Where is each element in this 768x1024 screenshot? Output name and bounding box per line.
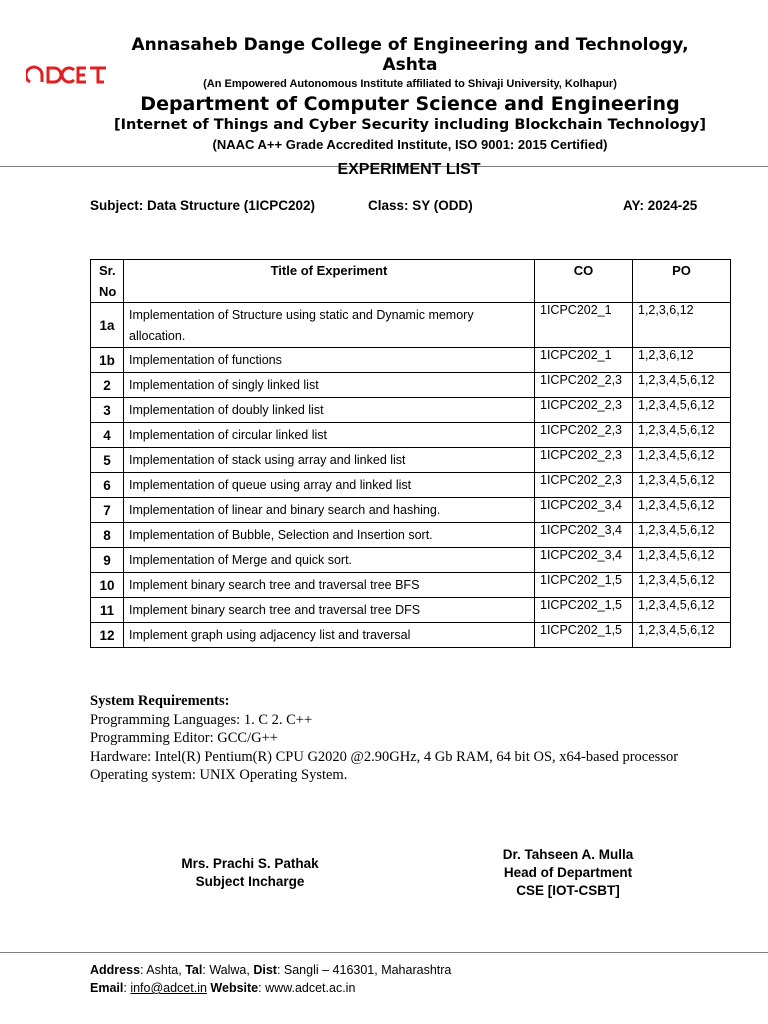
row-sr: 3: [91, 398, 124, 423]
row-co: 1ICPC202_2,3: [535, 398, 633, 423]
email-label: Email: [90, 981, 124, 995]
row-sr: 8: [91, 523, 124, 548]
subject-info: Subject: Data Structure (1ICPC202): [90, 198, 316, 213]
row-sr: 12: [91, 623, 124, 648]
table-row: [91, 523, 731, 548]
requirement-hardware: Hardware: Intel(R) Pentium(R) CPU G2020 @2.90GHz, 4 Gb RAM, 64 bit OS, x64-based processor: [90, 748, 679, 765]
row-title: Implementation of queue using array and linked list: [124, 473, 535, 498]
row-po: 1,2,3,4,5,6,12: [633, 448, 731, 473]
row-sr: 7: [91, 498, 124, 523]
address-place: Ashta: [146, 963, 179, 977]
row-po: 1,2,3,4,5,6,12: [633, 423, 731, 448]
row-sr: 11: [91, 598, 124, 623]
accreditation-line: (NAAC A++ Grade Accredited Institute, ISO 9001: 2015 Certified): [212, 137, 608, 152]
row-co: 1ICPC202_2,3: [535, 473, 633, 498]
row-co: 1ICPC202_3,4: [535, 523, 633, 548]
row-title: Implement graph using adjacency list and traversal: [124, 623, 535, 648]
affiliation-line: (An Empowered Autonomous Institute affiliated to Shivaji University, Kolhapur): [203, 78, 617, 90]
address-label: Address: [90, 963, 141, 977]
row-title: Implementation of singly linked list: [124, 373, 535, 398]
table-row: [91, 623, 731, 648]
row-sr: 4: [91, 423, 124, 448]
dist-value: Sangli – 416301, Maharashtra: [283, 963, 452, 977]
row-po: 1,2,3,4,5,6,12: [633, 473, 731, 498]
email-link[interactable]: info@adcet.in: [130, 981, 207, 995]
row-sr: 1b: [91, 348, 124, 373]
table-row: [91, 348, 731, 373]
row-title: Implementation of Merge and quick sort.: [124, 548, 535, 573]
row-co: 1ICPC202_3,4: [535, 548, 633, 573]
specialization-line: [Internet of Things and Cyber Security including Blockchain Technology]: [113, 117, 706, 133]
signatory-role: Subject Incharge: [195, 874, 305, 889]
requirement-editor: Programming Editor: GCC/G++: [90, 730, 278, 746]
header-co: CO: [535, 260, 633, 303]
website-label: Website: [210, 981, 259, 995]
row-po: 1,2,3,4,5,6,12: [633, 548, 731, 573]
row-co: 1ICPC202_1,5: [535, 623, 633, 648]
row-title: Implementation of Bubble, Selection and Insertion sort.: [124, 523, 535, 548]
class-info: Class: SY (ODD): [368, 198, 473, 213]
signature-hod: [468, 846, 668, 900]
row-co: 1ICPC202_1: [535, 348, 633, 373]
document-title: EXPERIMENT LIST: [337, 161, 481, 178]
row-sr: 5: [91, 448, 124, 473]
row-title: Implementation of Structure using static and Dynamic memory allocation.: [124, 303, 535, 348]
row-sr: 2: [91, 373, 124, 398]
table-row: [91, 423, 731, 448]
system-requirements: [90, 692, 750, 785]
row-co: 1ICPC202_2,3: [535, 448, 633, 473]
row-sr: 10: [91, 573, 124, 598]
row-title: Implement binary search tree and traversal tree BFS: [124, 573, 535, 598]
signatory-name: Mrs. Prachi S. Pathak: [181, 856, 319, 871]
experiment-table: [90, 259, 731, 648]
dist-label: Dist: [253, 963, 277, 977]
row-po: 1,2,3,4,5,6,12: [633, 623, 731, 648]
table-row: [91, 473, 731, 498]
signatory-name: Dr. Tahseen A. Mulla: [502, 847, 634, 862]
footer-contact: Email: info@adcet.in Website: www.adcet.ac.in: [90, 981, 356, 995]
tal-label: Tal: [185, 963, 203, 977]
tal-value: Walwa: [209, 963, 247, 977]
row-po: 1,2,3,6,12: [633, 348, 731, 373]
college-name: Annasaheb Dange College of Engineering and Technology, Ashta: [131, 35, 689, 75]
footer: [90, 961, 451, 997]
row-co: 1ICPC202_1,5: [535, 573, 633, 598]
table-row: [91, 303, 731, 348]
row-co: 1ICPC202_2,3: [535, 423, 633, 448]
footer-divider: [0, 952, 768, 953]
row-co: 1ICPC202_1: [535, 303, 633, 348]
row-co: 1ICPC202_1,5: [535, 598, 633, 623]
row-title: Implementation of linear and binary search and hashing.: [124, 498, 535, 523]
row-title: Implementation of functions: [124, 348, 535, 373]
requirement-os: Operating system: UNIX Operating System.: [90, 767, 348, 783]
signatory-role: Head of Department: [503, 865, 633, 880]
row-co: 1ICPC202_3,4: [535, 498, 633, 523]
row-po: 1,2,3,4,5,6,12: [633, 498, 731, 523]
system-requirements-heading: System Requirements:: [90, 693, 230, 709]
row-title: Implementation of doubly linked list: [124, 398, 535, 423]
row-co: 1ICPC202_2,3: [535, 373, 633, 398]
signature-subject-incharge: [160, 855, 340, 891]
row-po: 1,2,3,4,5,6,12: [633, 523, 731, 548]
table-row: [91, 598, 731, 623]
row-title: Implementation of circular linked list: [124, 423, 535, 448]
requirement-languages: Programming Languages: 1. C 2. C++: [90, 711, 313, 728]
table-row: [91, 373, 731, 398]
header-po: PO: [633, 260, 731, 303]
row-po: 1,2,3,4,5,6,12: [633, 598, 731, 623]
header-sr-no: Sr. No: [91, 260, 124, 303]
header-title: Title of Experiment: [124, 260, 535, 303]
row-po: 1,2,3,4,5,6,12: [633, 373, 731, 398]
row-sr: 6: [91, 473, 124, 498]
row-po: 1,2,3,4,5,6,12: [633, 398, 731, 423]
table-row: [91, 448, 731, 473]
row-title: Implementation of stack using array and linked list: [124, 448, 535, 473]
row-po: 1,2,3,4,5,6,12: [633, 573, 731, 598]
footer-address: Address: Ashta, Tal: Walwa, Dist: Sangli – 416301, Maharashtra: [90, 963, 452, 977]
table-row: [91, 398, 731, 423]
table-row: [91, 548, 731, 573]
table-row: [91, 498, 731, 523]
website-link[interactable]: www.adcet.ac.in: [265, 981, 356, 995]
row-sr: 9: [91, 548, 124, 573]
row-title: Implement binary search tree and traversal tree DFS: [124, 598, 535, 623]
table-header-row: [91, 260, 731, 303]
signatory-dept: CSE [IOT-CSBT]: [516, 883, 620, 898]
academic-year-info: AY: 2024-25: [623, 198, 698, 213]
adcet-logo: [26, 62, 110, 88]
table-row: [91, 573, 731, 598]
row-sr: 1a: [91, 303, 124, 348]
department-name: Department of Computer Science and Engineering: [140, 93, 680, 115]
row-po: 1,2,3,6,12: [633, 303, 731, 348]
